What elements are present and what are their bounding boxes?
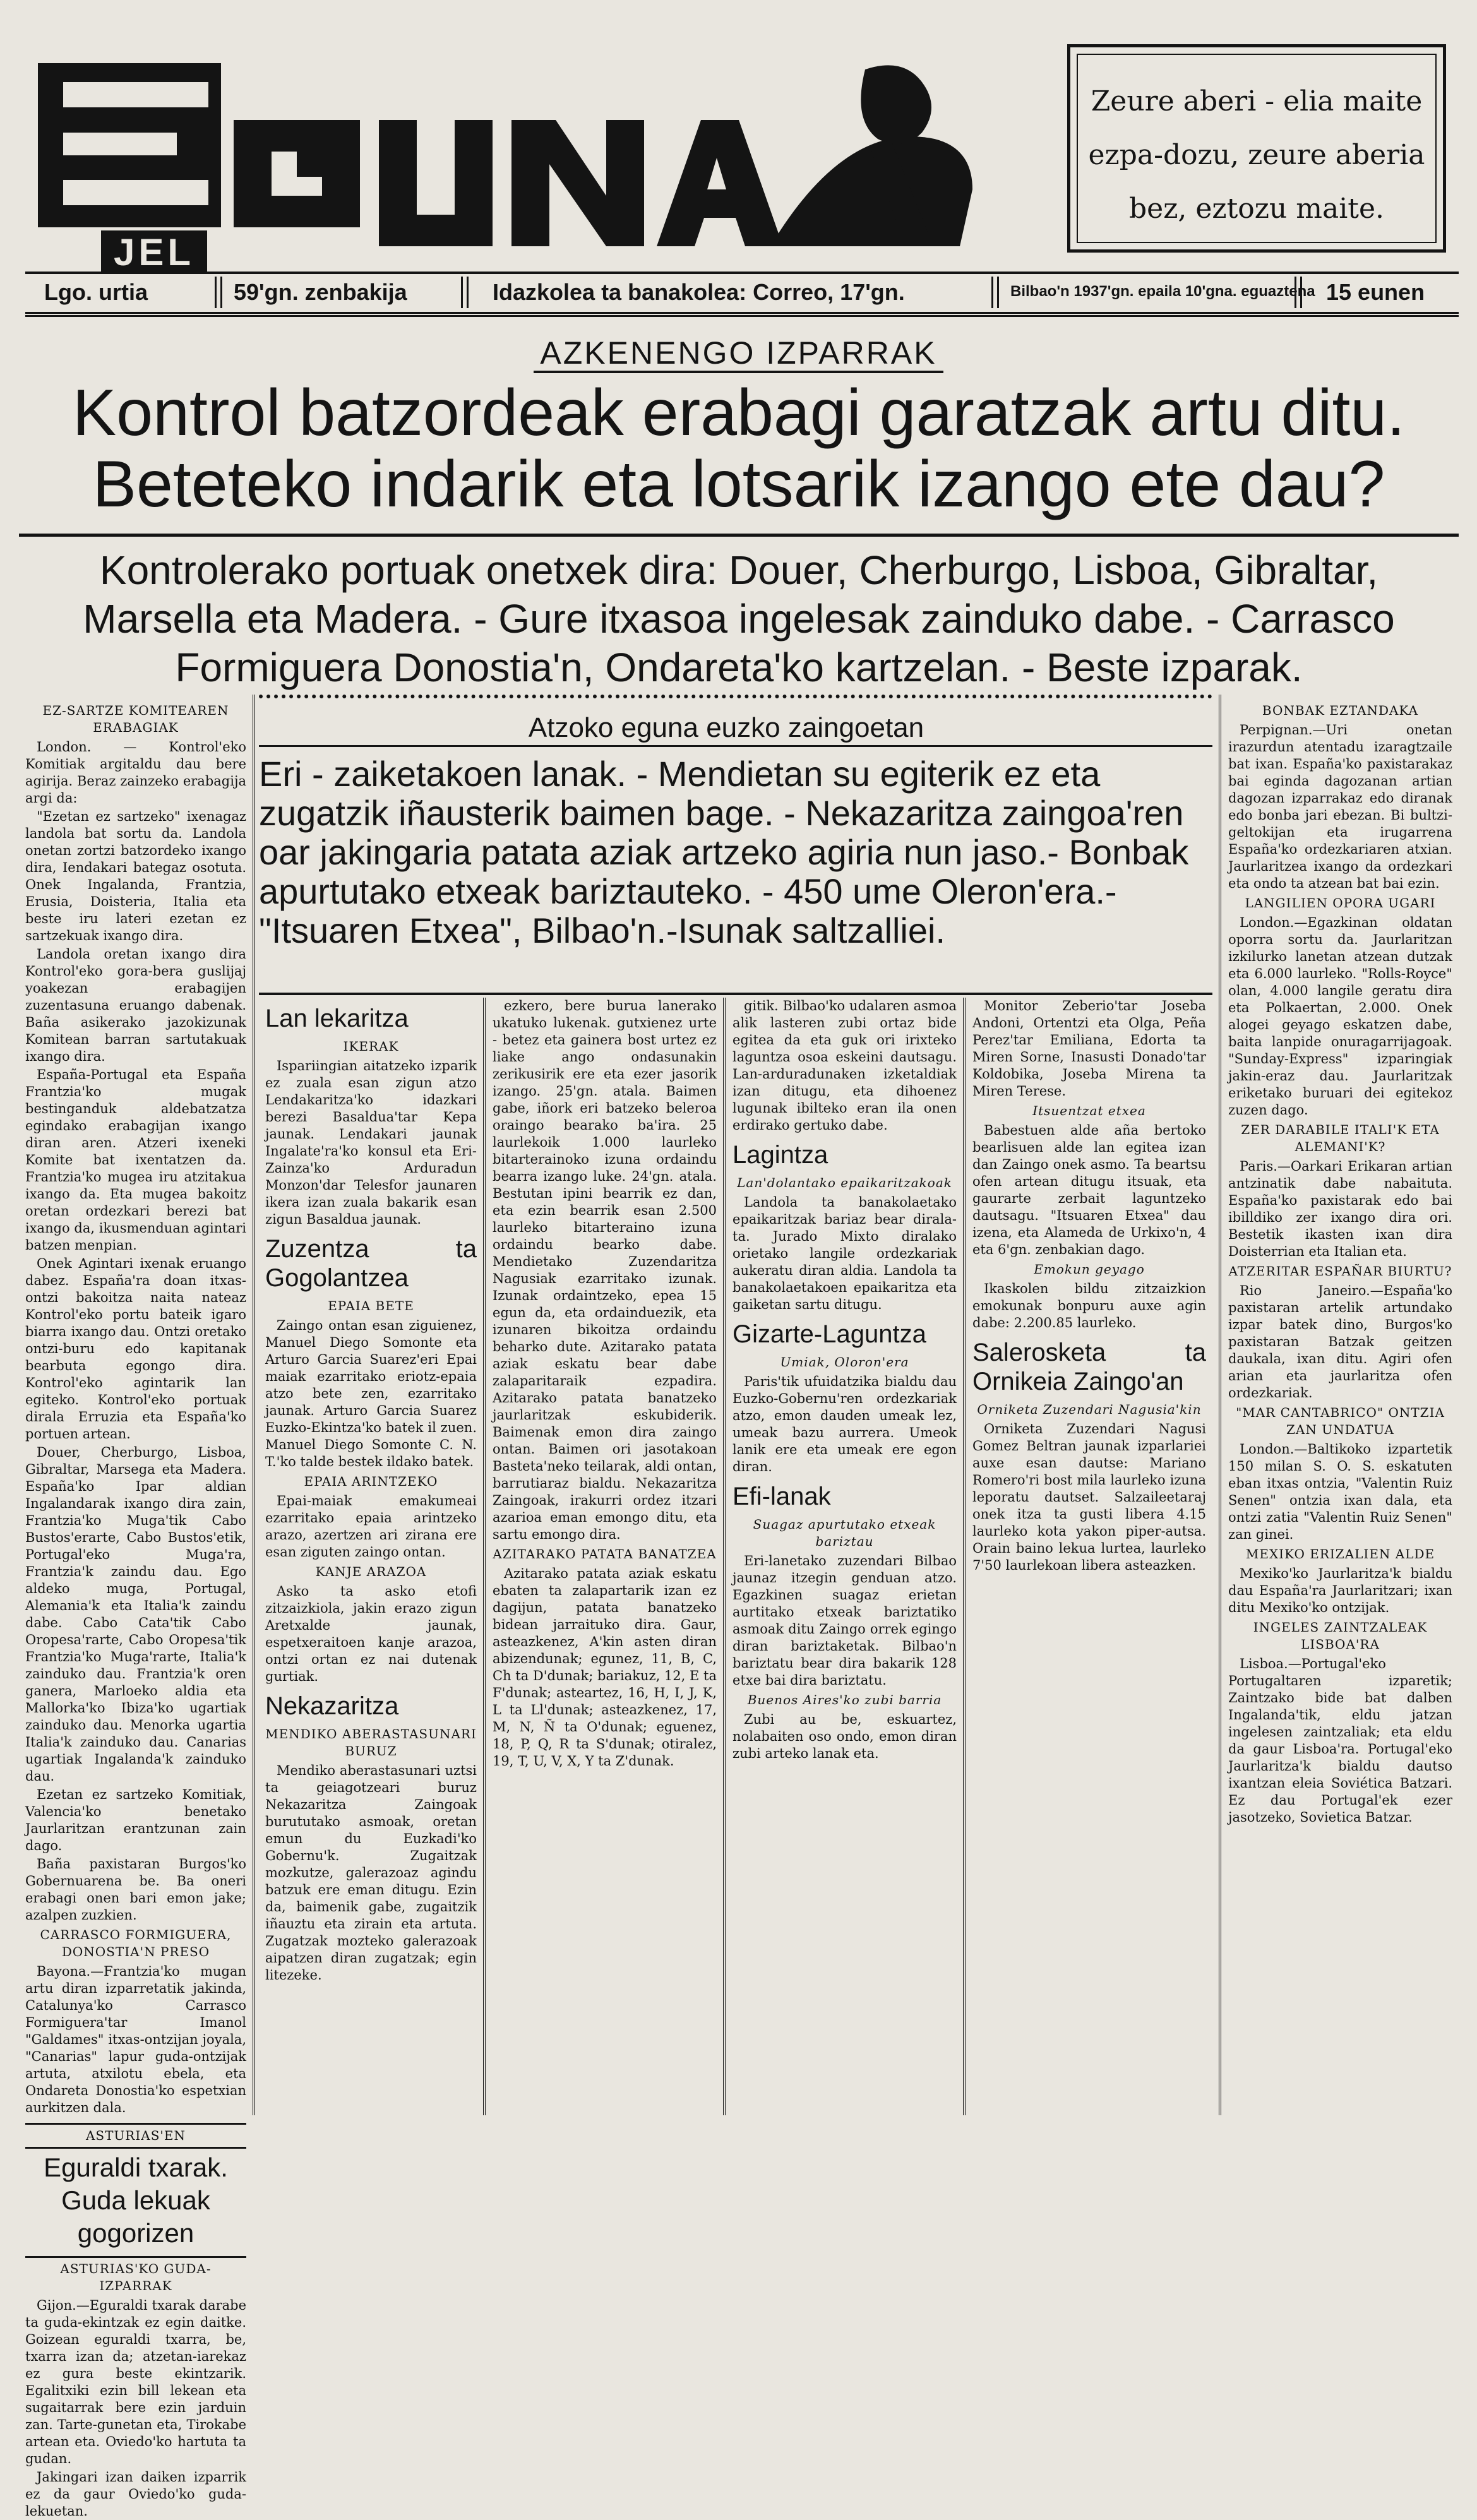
subheadline-line-1: Kontrolerako portuak onetxek dira: Douer, Cherburgo, Lisboa, Gibraltar, [99, 547, 1378, 593]
dotted-rule [259, 695, 1212, 698]
middle-rule [259, 745, 1212, 747]
paragraph: Eri-lanetako zuzendari Bilbao jaunaz itzegin genduan atzo. Egazkinen suagaz erietan aurtitako etxeak bariztatiko asmoak ditu Zaingo orrek egingo diran bariztaketak. Bilbao'n bariztatu bear dira bakarik 128 etxe bai dira bariztatu. [733, 1553, 957, 1688]
subhead: ATZERITAR ESPAÑAR BIURTU? [1228, 1263, 1452, 1279]
middle-rule-bottom [259, 993, 1212, 995]
subhead: EPAIA ARINTZEKO [304, 1474, 438, 1489]
paragraph: London.—Egazkinan oldatan oporra sortu da. Jaurlaritzan izkilurko lanetan atzean dutzak eta 6.000 laurleko. "Rolls-Royce" olan, 4.000 langile geratu dira eta Polkaertan, 2.000. Onek alogei geyago eskatzen dabe, baita lanpide onuragarrijagoak. "Sunday-Express" izparingiak jakin-eraz dau. Jaurlaritzak eriketako buruari dei egitekoz zuzen dago. [1228, 915, 1452, 1118]
column-4 [733, 998, 957, 2115]
subhead: Itsuentzat etxea [1032, 1103, 1146, 1118]
subhead: MENDIKO ABERASTASUNARI BURUZ [265, 1726, 477, 1759]
paragraph: Monitor Zeberio'tar Joseba Andoni, Ortentzi eta Olga, Peña Perez'tar Emiliana, Edorta ta Miren Sorne, Inasusti Donado'tar Koldobika, Joseba Mirena ta Miren Terese. [972, 998, 1206, 1099]
subhead: ASTURIAS'EN [25, 2123, 246, 2149]
subhead: ZER DARABILE ITALI'K ETA ALEMANI'K? [1241, 1122, 1440, 1154]
subhead: Umiak, Oloron'era [780, 1354, 909, 1370]
paragraph: Ikaskolen bildu zitzaizkion emokunak bonpuru auxe agin dabe: 2.200.85 laurleko. [972, 1281, 1206, 1330]
masthead-logo [25, 44, 1010, 273]
paragraph: Jakingari izan daiken izparrik ez da gaur Oviedo'ko guda-lekuetan. [25, 2469, 246, 2519]
paragraph: Lisboa.—Portugal'eko Portugaltaren izparetik; Zaintzako bide bat dalben Ingalanda'tik, eldu jatzan ingelesen zaintzaliak; eta eldu da gaur Lisboa'ra. Portugal'eko Jaurlaritza'k bialdu dautso ixantzan eleia Soviética Batzari. Ez dau Portugal'ek ezer jasotzeko, Sovietica Batzar. [1228, 1656, 1452, 1825]
issue-date: Bilbao'n 1937'gn. epaila 10'gna. eguaztena [1010, 283, 1315, 300]
section-title: Nekazaritza [265, 1692, 399, 1720]
middle-box-title: Atzoko eguna euzko zaingoetan [528, 712, 924, 743]
subhead: LANGILIEN OPORA UGARI [1245, 895, 1436, 911]
paragraph: Landola ta banakolaetako epaikaritzak bariaz bear dirala-ta. Jurado Mixto diralako orietako langile ordezkariak aukeratu diran aldia. Landola ta banakolaetakoen epaikaritza eta gaiketan sartu ditugu. [733, 1195, 957, 1312]
middle-headline: Eri - zaiketakoen lanak. - Mendietan su egiterik ez eta zugatzik iñausterik baimen bage. - Nekazaritza zaingoa'ren oar jakingaria patata aziak artzeko agiria nun jaso.- Bonbak apurtutako etxeak bariztauteko. - 450 ume Oleron'era.-"Itsuaren Etxea", Bilbao'n.-Isunak saltzalliei. [259, 754, 1189, 950]
subhead: AZITARAKO PATATA BANATZEA [493, 1546, 717, 1562]
paragraph: Zubi au be, eskuartez, nolabaiten oso ondo, emon diran zubi arteko lanak eta. [733, 1712, 957, 1761]
column-divider [723, 998, 726, 2115]
info-separator [215, 277, 222, 308]
info-separator [991, 277, 999, 308]
section-title: Lagintza [733, 1141, 828, 1169]
headline-rule [19, 534, 1459, 537]
motto-line-2: ezpa-dozu, zeure aberia [1088, 139, 1425, 171]
paragraph: Azitarako patata aziak eskatu ebaten ta zalapartarik izan ez dagijun, patata banatzeko bidean jarraituko dira. Gaur, asteazkenez, A'kin asten diran abizendunak; egunez, 11, B, C, Ch ta D'dunak; bariakuz, 12, E ta F'dunak; asteartez, 16, H, I, J, K, L ta Ll'dunak; asteazkenez, 17, M, N, Ñ ta O'dunak; eguenez, 18, P, Q, R ta S'dunak; otiralez, 19, T, U, V, X, Y ta Z'dunak. [493, 1566, 717, 1769]
paragraph: gitik. Bilbao'ko udalaren asmoa alik lasteren zubi ortaz bide egitea da eta guk ori irixteko laguntza osoa eskeini dautsagu. Lan-arduradunaken izketaldiak izan ditugu, eta dihoenez lugunak ibilteko eran ila onen erdirako gertuko dabe. [733, 998, 957, 1133]
paragraph: Perpignan.—Uri onetan irazurdun atentadu izaragtzaile bat ixan. España'ko paxistarakaz bai eginda dagozanan artian dagozan izparrakaz edo diranak edo bonba jari ebezan. Bi bultzi-geltokijan eta irugarrena España'ko ordezkariaren atxian. Jaurlaritzea ixango da ordezkari eta ondo ta atzean bat bai ezin. [1228, 722, 1452, 891]
paragraph: London.—Baltikoko izpartetik 150 milan S. O. S. eskatuten eban itxas ontzia, "Valentin Ruiz Senen" ontzia ixan dala, eta ontzi zatia "Valentin Ruiz Senen" zan ginei. [1228, 1442, 1452, 1542]
paragraph: Bayona.—Frantzia'ko mugan artu diran izparretatik jakinda, Catalunya'ko Carrasco Formiguera'tar Imanol "Galdames" itxas-ontzijan joyala, "Canarias" lapur guda-ontzijak artuta, atxilotu ebela, eta Ondareta Donostia'ko espetxian aurkitzen dala. [25, 1964, 246, 2115]
subheadline [38, 546, 1440, 691]
paragraph: Rio Janeiro.—España'ko paxistaran artelik artundako izpar batek dino, Burgos'ko paxistaran Batzak geitzen daukala, ixan ditu. Agiri ofen arian eta jaurlaritza ofen ordezkariak. [1228, 1283, 1452, 1400]
main-headline-line-1: Kontrol batzordeak erabagi garatzak artu ditu. [72, 376, 1406, 450]
subhead: Orniketa Zuzendari Nagusia'kin [977, 1402, 1202, 1417]
column-divider [253, 695, 255, 2115]
column-divider [483, 998, 486, 2115]
logo-drawing [25, 44, 1010, 259]
paragraph: "Ezetan ez sartzeko" ixenagaz landola bat sortu da. Landola onetan zortzi batzordeko ixango dira, Iendakari bategaz osotuta. Onek Ingalanda, Frantzia, Erusia, Doisteria, Italia eta beste iru lateri ezetan ez sartzekuak ixango dira. [25, 809, 246, 943]
section-title: Gizarte-Laguntza [733, 1320, 926, 1348]
paragraph: Onek Agintari ixenak eruango dabez. España'ra doan itxas-ontzi bakoitza naita nateaz Kontrol'eko portu bateik igaro biarra ixango dau. Ontzi oretako ontzi-buru edo kapitanak bearbuta egongo dira. Kontrol'eko agintarik lan egiteko. Kontrol'eko portuak dirala Erruzia eta España'ko portuen artean. [25, 1256, 246, 1442]
subheadline-line-2: Marsella eta Madera. - Gure itxasoa ingelesak zainduko dabe. - Carrasco [83, 595, 1395, 642]
info-separator [461, 277, 469, 308]
paragraph: España-Portugal eta España Frantzia'ko mugak bestinganduk aldebatzatza egindako erabagijan ixango diran aren. Atzeri ixeneki Komite bat ixentatzen da. Frantzia'ko mugea iru atzitakua ixango da. Eta mugea bakoitz oretan ordezkari berezi bat ixango da, ikusmenduan agintari batzen menpian. [25, 1067, 246, 1253]
paragraph: Ezetan ez sartzeko Komitiak, Valencia'ko benetako Jaurlaritzan erantzunan zain dago. [25, 1787, 246, 1853]
paragraph: Paris.—Oarkari Erikaran artian antzinatik dabe nabaituta. España'ko paxistarak edo bai ibilldiko zer ixango dira ori. Bestetik ikasten ixan dira Doisterrian eta Italian eta. [1228, 1159, 1452, 1259]
volume-year: Lgo. urtia [44, 279, 148, 305]
column-3 [493, 998, 717, 2115]
section-title: Salerosketa ta Ornikeia Zaingo'an [972, 1339, 1206, 1395]
subheadline-line-3: Formiguera Donostia'n, Ondareta'ko kartzelan. - Beste izparak. [175, 644, 1303, 690]
subhead: ASTURIAS'KO GUDA-IZPARRAK [25, 2256, 246, 2295]
subhead: IKERAK [343, 1039, 399, 1054]
weather-headline [25, 2151, 246, 2250]
paragraph: Zaingo ontan esan ziguienez, Manuel Diego Somonte eta Arturo Garcia Suarez'eri Epai maiak ezarritako eriotz-epaia atzo bete zen, ezarritako jaunak. Arturo Garcia Suarez Euzko-Ekintza'ko batek il zuen. Manuel Diego Somonte C. N. T.'ko talde bestek ildako batek. [265, 1318, 477, 1469]
weather-line-2: Guda lekuak gogorizen [61, 2185, 210, 2248]
section-title: Zuzentza ta Gogolantzea [265, 1235, 477, 1292]
subhead: CARRASCO FORMIGUERA, DONOSTIA'N PRESO [40, 1927, 232, 1959]
subhead: BONBAK EZTANDAKA [1262, 703, 1419, 718]
column-2 [265, 998, 477, 2115]
paragraph: ezkero, bere burua lanerako ukatuko lukenak. gutxienez urte - betez eta gainera bost urtez ez liake ango ondasunakin zerikusirik ere eta ezer jasorik izango. 25'gn. atala. Baimen gabe, iñork eri batzeko beleroa oraingo bearako ba'ira. 25 laurlekoik 1.000 laurleko bitarterainoko izuna ordaindu bearra izango luke. 24'gn. atala. Bestutan ipini bearrik ez dan, eta ezin bearrik esan 2.500 laurleko bitarteraino izuna ordaindu bearko dabe. Mendietako Zuzendaritza Nagusiak ezarritako izunak. Izunak ordaintzeko, epea 15 egun da, eta ordainduezik, eta izunaren bikoitza ordaindu beharko dute. Azitarako patata aziak eskatu bear dabe zalaparitaraik ezpadira. Azitarako patata banatzeko jaurlaritzak eskubiderik. Baimenak emon dira zaingo ontan. Baimen ori jasotakoan Basteta'neko teilarak, aldi ontan, barrutiaraz bialdu. Nekazaritza Zaingoak, irakurri ordez itzari azarioa eman emongo ditu, eta sartu emongo dira. [493, 998, 717, 1542]
info-separator [1295, 277, 1302, 308]
subhead: Buenos Aires'ko zubi barria [747, 1692, 942, 1707]
column-divider [963, 998, 966, 2115]
motto-line-1: Zeure aberi - elia maite [1091, 85, 1423, 117]
left-column-title: EZ-SARTZE KOMITEAREN ERABAGIAK [42, 703, 229, 735]
motto-line-3: bez, eztozu maite. [1129, 193, 1384, 225]
subhead: "MAR CANTABRICO" ONTZIA ZAN UNDATUA [1236, 1405, 1445, 1437]
paragraph: London. — Kontrol'eko Komitiak argitaldu dau bere agirija. Beraz zainzeko erabagija argi da: [25, 739, 246, 806]
paragraph: Epai-maiak emakumeai ezarritako epaia arintzeko arazo, azertzen ari zirana ere esan ziguten zaingo ontan. [265, 1493, 477, 1560]
issue-price: 15 eunen [1326, 279, 1425, 305]
paragraph: Paris'tik ufuidatzika bialdu dau Euzko-Gobernu'ren ordezkariak atzo, emon dauden umeak lez, umeak bazu aurrera. Umeok lanik ere eta umeak ere egon diran. [733, 1374, 957, 1474]
right-column [1228, 700, 1452, 2114]
section-kicker [0, 335, 1477, 371]
section-title: Lan lekaritza [265, 1005, 409, 1032]
subhead: INGELES ZAINTZALEAK LISBOA'RA [1253, 1620, 1428, 1652]
subhead: Lan'dolantako epaikaritzakoak [737, 1175, 952, 1190]
paragraph: Douer, Cherburgo, Lisboa, Gibraltar, Marsega eta Madera. España'ko Ipar aldian Ingalandarak ixango dira zain, Frantzia'ko Muga'tik Cabo Bustos'erarte, Cabo Bustos'etik, Portugal'eko Muga'ra, Frantzia'k zaindu dau. Ego aldeko muga, Portugal, Alemania'k eta Italia'k zaindu dabe. Cabo Cata'tik Cabo Oropesa'rarte, Cabo Oropesa'tik Frantzia'ko Muga'rarte, Italia'k zainduko dau. Frantzia'k oren ganera, Marloeko aldia eta Mallorka'ko Ibiza'ko ugartiak zainduko dau. Menorka ugartia Italia'k zainduko dau. Canarias ugartiak Ingalanda'k zainduko dau. [25, 1445, 246, 1784]
logo-sub-text: JEL [101, 230, 207, 274]
motto-box [1067, 44, 1446, 253]
subhead: Emokun geyago [1034, 1262, 1145, 1277]
subhead: KANJE ARAZOA [315, 1564, 427, 1579]
paragraph: Asko ta asko etofi zitzaizkiola, jakin erazo zigun Aretxalde jaunak, espetxeraitoen kanje arazoa, ontzi ortan ez nai dutenak gurtiak. [265, 1584, 477, 1684]
info-bar [25, 272, 1459, 317]
column-5 [972, 998, 1206, 2115]
paragraph: Ispariingian aitatzeko izparik ez zuala esan zigun atzo Lendakaritza'ko idazkari berezi Basaldua'tar Kepa jaunak. Lendakari jaunak Ingalate'ra'ko konsul eta Eri-Zainza'ko Arduradun Monzon'dar Telesfor jaunaren ikera izan zuala bakarik esan zigun Basaldua jaunak. [265, 1058, 477, 1227]
paragraph: Babestuen alde aña bertoko bearlisuen alde lan egitea izan dan Zaingo onek asmo. Ta beartsu ofen artean ditugu itsuak, eta gaurarte zerbait laguntzeko dautsagu. "Itsuaren Etxea" dau izena, eta Alameda de Urkixo'n, 4 eta 6'gn. zenbakian dago. [972, 1123, 1206, 1257]
paragraph: Gijon.—Eguraldi txarak darabe ta guda-ekintzak ez egin daitke. Goizean eguraldi txarra, be, txarra izan da; atzetan-iarekaz ez gura beste ekintzarik. Egalitxiki ezin bill lekean eta sugaitarrak bere ezin jarduin zan. Tarte-gunetan eta, Tirokabe artean eta. Oviedo'ko hartuta ta gudan. [25, 2298, 246, 2466]
issue-number: 59'gn. zenbakija [234, 279, 407, 305]
office-address: Idazkolea ta banakolea: Correo, 17'gn. [493, 279, 905, 305]
column-divider [1219, 695, 1221, 2115]
paragraph: Mexiko'ko Jaurlaritza'k bialdu dau España'ra Jaurlaritzari; ixan ditu Mexiko'ko ontzijak. [1228, 1566, 1452, 1615]
main-headline-line-2: Beteteko indarik eta lotsarik izango ete dau? [92, 448, 1385, 521]
section-title: Efi-lanak [733, 1483, 831, 1510]
subhead: MEXIKO ERIZALIEN ALDE [1245, 1546, 1435, 1562]
paragraph: Landola oretan ixango dira Kontrol'eko gora-bera guslijaj yoakezan erabagijen zuzentasuna eruango dabenak. Baña asikerako jazokizunak Komitean barran sartutakuak ixango dira. [25, 946, 246, 1064]
kicker-text: AZKENENGO IZPARRAK [534, 335, 943, 373]
paragraph: Mendiko aberastasunari uztsi ta geiagotzeari buruz Nekazaritza Zaingoak burututako asmoak, oretan emun du Euzkadi'ko Gobernu'k. Zugaitzak mozkutze, galerazoaz agindu batzuk ere eman ditugu. Ezin da, baimenik gabe, zugaitzik iñauztu eta zirain eta artuta. Zugatzak mozteko galerazoak aipatzen diran zugatzak; egin litezeke. [265, 1763, 477, 1983]
paragraph: Baña paxistaran Burgos'ko Gobernuarena be. Ba oneri erabagi onen bari emon jake; azalpen zuzkien. [25, 1856, 246, 1923]
subhead: EPAIA BETE [328, 1298, 414, 1313]
weather-line-1: Eguraldi txarak. [44, 2153, 228, 2182]
left-column [25, 700, 246, 2519]
subhead: Suagaz apurtutako etxeak bariztau [753, 1517, 936, 1549]
paragraph: Orniketa Zuzendari Nagusi Gomez Beltran jaunak izparlariei auxe esan dautse: Mariano Romero'ri bost mila laurleko izuna leporatu dautset. Salzaileetaraj onek itza ta gusti libera 4.15 laurleko kota yakon piper-autsa. Orain baino lekua lurtea, laurleko 7'50 laurlekoan libera asteazken. [972, 1421, 1206, 1573]
